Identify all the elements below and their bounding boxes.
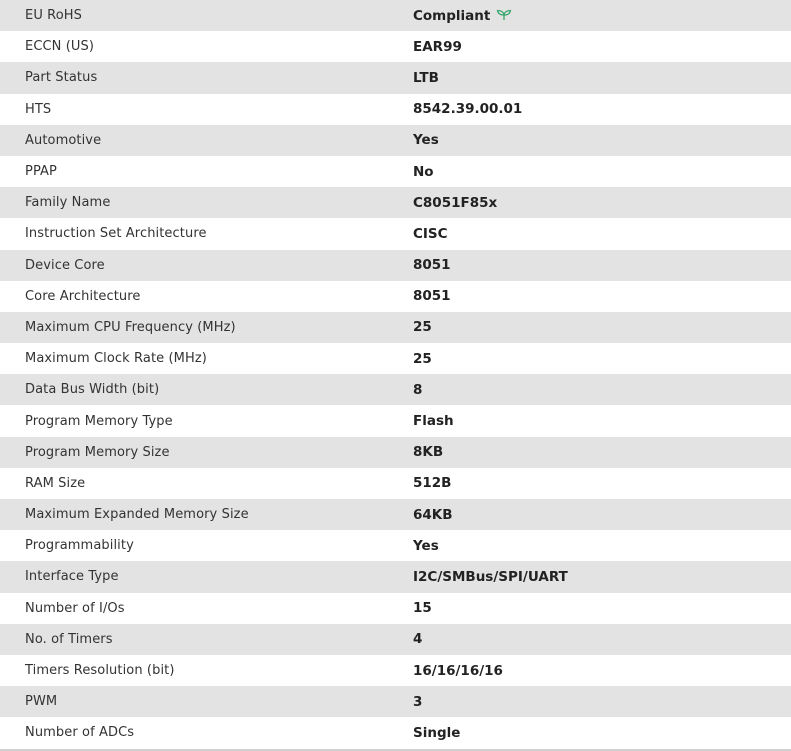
spec-value: 8 [413,381,423,398]
spec-value: I2C/SMBus/SPI/UART [413,568,568,585]
spec-name: Number of ADCs [25,725,135,741]
spec-value: 8KB [413,444,444,461]
spec-row [0,624,791,655]
table-bottom-divider [0,749,791,751]
spec-value: C8051F85x [413,194,498,211]
spec-name: Data Bus Width (bit) [25,382,160,398]
spec-row [0,499,791,530]
spec-row [0,593,791,624]
spec-value: LTB [413,69,439,86]
spec-row [0,686,791,717]
spec-row [0,62,791,93]
spec-value: 4 [413,631,423,648]
spec-value: Yes [413,537,439,554]
spec-name: Core Architecture [25,288,141,304]
spec-row [0,468,791,499]
spec-name: Automotive [25,132,102,148]
spec-value: 3 [413,693,423,710]
spec-row [0,343,791,374]
spec-name: PPAP [25,164,57,180]
spec-row [0,405,791,436]
spec-name: Maximum Expanded Memory Size [25,507,249,523]
spec-name: Program Memory Size [25,444,170,460]
spec-value: 16/16/16/16 [413,662,503,679]
spec-value-cell [413,0,791,31]
spec-row [0,187,791,218]
spec-name: HTS [25,101,52,117]
spec-name: PWM [25,694,58,710]
spec-value: 8542.39.00.01 [413,101,523,118]
spec-row [0,437,791,468]
spec-name: No. of Timers [25,631,113,647]
spec-row [0,281,791,312]
spec-value: EAR99 [413,38,462,55]
spec-row [0,156,791,187]
spec-value: CISC [413,225,448,242]
spec-name: Maximum CPU Frequency (MHz) [25,319,236,335]
leaf-icon [496,9,512,21]
spec-name: Timers Resolution (bit) [25,663,175,679]
spec-row [0,250,791,281]
spec-value: 64KB [413,506,453,523]
spec-name: Maximum Clock Rate (MHz) [25,351,207,367]
spec-name: EU RoHS [25,8,82,24]
spec-name: ECCN (US) [25,39,95,55]
spec-value: Flash [413,413,454,430]
spec-row [0,374,791,405]
spec-row [0,0,791,31]
spec-name: Program Memory Type [25,413,173,429]
spec-name: Interface Type [25,569,119,585]
spec-value: 8051 [413,257,451,274]
spec-name: Family Name [25,195,111,211]
spec-value: Compliant [413,7,491,24]
spec-row [0,717,791,748]
spec-row [0,218,791,249]
spec-name: Number of I/Os [25,600,125,616]
spec-value: 512B [413,475,452,492]
spec-row [0,530,791,561]
spec-value: Yes [413,132,439,149]
spec-row [0,31,791,62]
spec-name: Instruction Set Architecture [25,226,207,242]
spec-row [0,94,791,125]
spec-row [0,125,791,156]
spec-value: Single [413,724,461,741]
spec-row [0,561,791,592]
spec-value: 25 [413,319,432,336]
spec-value: 15 [413,600,432,617]
spec-value: No [413,163,434,180]
spec-name: Device Core [25,257,105,273]
spec-row [0,655,791,686]
leaf-icon-graphic [496,9,512,21]
spec-name: RAM Size [25,475,86,491]
spec-name: Programmability [25,538,134,554]
spec-row [0,312,791,343]
spec-name: Part Status [25,70,98,86]
spec-value: 25 [413,350,432,367]
spec-value: 8051 [413,288,451,305]
